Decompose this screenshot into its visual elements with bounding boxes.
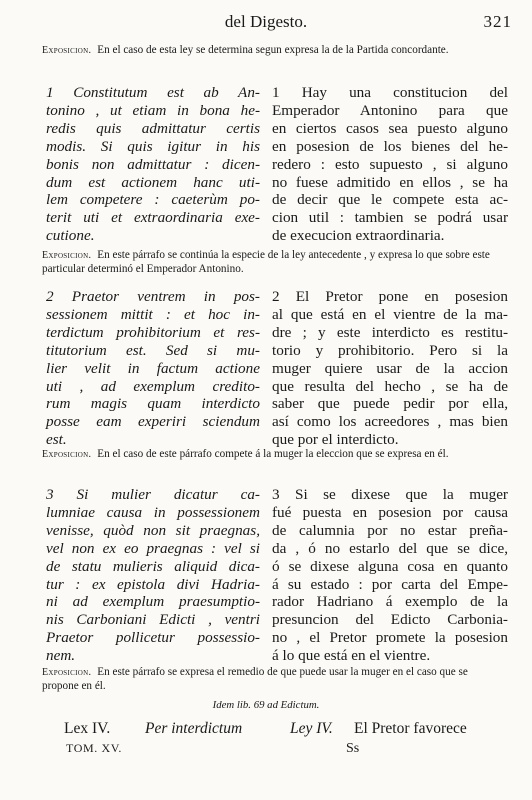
exposicion-1 xyxy=(42,44,504,58)
text-line: 3 Si se dixese que la muger xyxy=(272,486,508,503)
text-line: da , ó no estarlo del que se dice, xyxy=(272,539,508,557)
exposicion-tag: Exposicion. xyxy=(42,250,92,261)
text-line: dre ; y este interdicto es restitu- xyxy=(272,323,508,341)
text-line: muger quiere usar de la accion xyxy=(272,359,508,377)
exposicion-3 xyxy=(42,448,504,462)
catchword-latin: Per interdictum xyxy=(145,720,243,737)
text-line: que resulta del hecho , se ha de xyxy=(272,377,508,395)
exposicion-text: En el caso de este párrafo compete á la muger la eleccion que se expresa en él. xyxy=(97,448,449,460)
text-line: nem. xyxy=(46,647,76,665)
text-line: 1 Constitutum est ab An- xyxy=(46,84,260,101)
text-line: uti , ad exemplum credito- xyxy=(46,377,260,395)
text-line: vel non ex eo praegnas : vel si xyxy=(46,539,260,557)
text-line: ó se dixese alguna cosa en quanto xyxy=(272,557,508,575)
text-line: 3 Si mulier dicatur ca- xyxy=(46,486,260,503)
text-line: Praetor pollicetur possessio- xyxy=(46,629,260,647)
spanish-column-3 xyxy=(272,486,508,665)
text-line: cion util : tambien se podrá usar xyxy=(272,209,508,227)
text-line: que por el interdicto. xyxy=(272,431,399,449)
text-line: posse eam experiri sciendum xyxy=(46,413,260,431)
exposicion-4 xyxy=(42,666,504,693)
exposicion-2 xyxy=(42,249,504,276)
text-line: venisse, quòd non sit praegnas, xyxy=(46,521,260,539)
text-line: Emperador Antonino para que xyxy=(272,101,508,119)
text-line: así como los acreedores , mas bien xyxy=(272,413,508,431)
exposicion-text: En este párrafo se expresa el remedio de que puede usar la muger en el caso que se propone en él. xyxy=(42,666,468,692)
text-line: no , el Pretor promete la posesion xyxy=(272,629,508,647)
text-line: torio y prohibitorio. Pero si la xyxy=(272,341,508,359)
text-line: redero : esto supuesto , si alguno xyxy=(272,155,508,173)
text-line: presuncion del Edicto Carboniа- xyxy=(272,611,508,629)
text-line: tonino , ut etiam in bona he- xyxy=(46,101,260,119)
text-line: al que está en el vientre de la ma- xyxy=(272,305,508,323)
gathering-signature: Ss xyxy=(346,741,360,756)
latin-column-3 xyxy=(46,486,260,665)
text-line: á su estado : por carta del Empe- xyxy=(272,575,508,593)
exposicion-text: En el caso de esta ley se determina segun expresa la de la Partida concordante. xyxy=(97,44,449,56)
text-line: 2 El Pretor pone en posesion xyxy=(272,288,508,305)
text-line: de statu mulieris aliquid dica- xyxy=(46,557,260,575)
spanish-column-1 xyxy=(272,84,508,245)
text-line: de decir que le compete esta ac- xyxy=(272,191,508,209)
catchword-spanish: El Pretor favorece xyxy=(354,720,467,737)
text-line: 2 Praetor ventrem in pos- xyxy=(46,288,260,305)
text-line: bonis non admittatur : dicen- xyxy=(46,155,260,173)
text-line: 1 Hay una constitucion del xyxy=(272,84,508,101)
text-line: dum est actionem hanc uti- xyxy=(46,173,260,191)
text-line: en ciertos casos sea puesto alguno xyxy=(272,119,508,137)
text-line: lier velit in factum actione xyxy=(46,359,260,377)
catchword-lex: Lex IV. xyxy=(64,720,111,737)
running-title: del Digesto. xyxy=(224,12,308,31)
text-line: sessionem mittit : et hoc in- xyxy=(46,305,260,323)
text-line: titutorium est. Sed si mu- xyxy=(46,341,260,359)
volume-signature: TOM. XV. xyxy=(66,741,123,755)
text-line: tur : ex epistola divi Hadria- xyxy=(46,575,260,593)
text-line: ni ad exemplum praesumptio- xyxy=(46,593,260,611)
text-line: rum magis quam interdicto xyxy=(46,395,260,413)
text-line: cutione. xyxy=(46,227,95,245)
exposicion-text: En este párrafo se continúa la especie de la ley antecedente , y expresa lo que sobre este particular determinó el Emperador Antonino. xyxy=(42,249,490,275)
page-number: 321 xyxy=(483,12,512,31)
text-line: redis quis admittatur certis xyxy=(46,119,260,137)
text-line: fué puesta en posesion por causa xyxy=(272,503,508,521)
text-line: terit uti et extraordinaria exe- xyxy=(46,209,260,227)
catchword-ley: Ley IV. xyxy=(290,720,333,737)
text-line: terdictum prohibitorium et res- xyxy=(46,323,260,341)
running-header xyxy=(0,10,532,36)
text-line: rador Hadriano á exemplo de la xyxy=(272,593,508,611)
source-citation: Idem lib. 69 ad Edictum. xyxy=(212,699,320,711)
text-line: de calumnia por no estar preña- xyxy=(272,521,508,539)
latin-column-2 xyxy=(46,288,260,449)
text-line: de execucion extraordinaria. xyxy=(272,227,445,245)
text-line: est. xyxy=(46,431,67,449)
exposicion-tag: Exposicion. xyxy=(42,45,92,56)
text-line: lumniae causa in possessionem xyxy=(46,503,260,521)
text-line: lem competere : caeterùm po- xyxy=(46,191,260,209)
text-line: en posesion de los bienes del he- xyxy=(272,137,508,155)
text-line: á lo que está en el vientre. xyxy=(272,647,431,665)
text-line: no fuese admitido en ellos , se ha xyxy=(272,173,508,191)
exposicion-tag: Exposicion. xyxy=(42,449,92,460)
text-line: saber que puede pedir por ella, xyxy=(272,395,508,413)
latin-column-1 xyxy=(46,84,260,245)
text-line: modis. Si quis igitur in his xyxy=(46,137,260,155)
exposicion-tag: Exposicion. xyxy=(42,667,92,678)
spanish-column-2 xyxy=(272,288,508,449)
text-line: nis Carboniani Edicti , ventri xyxy=(46,611,260,629)
